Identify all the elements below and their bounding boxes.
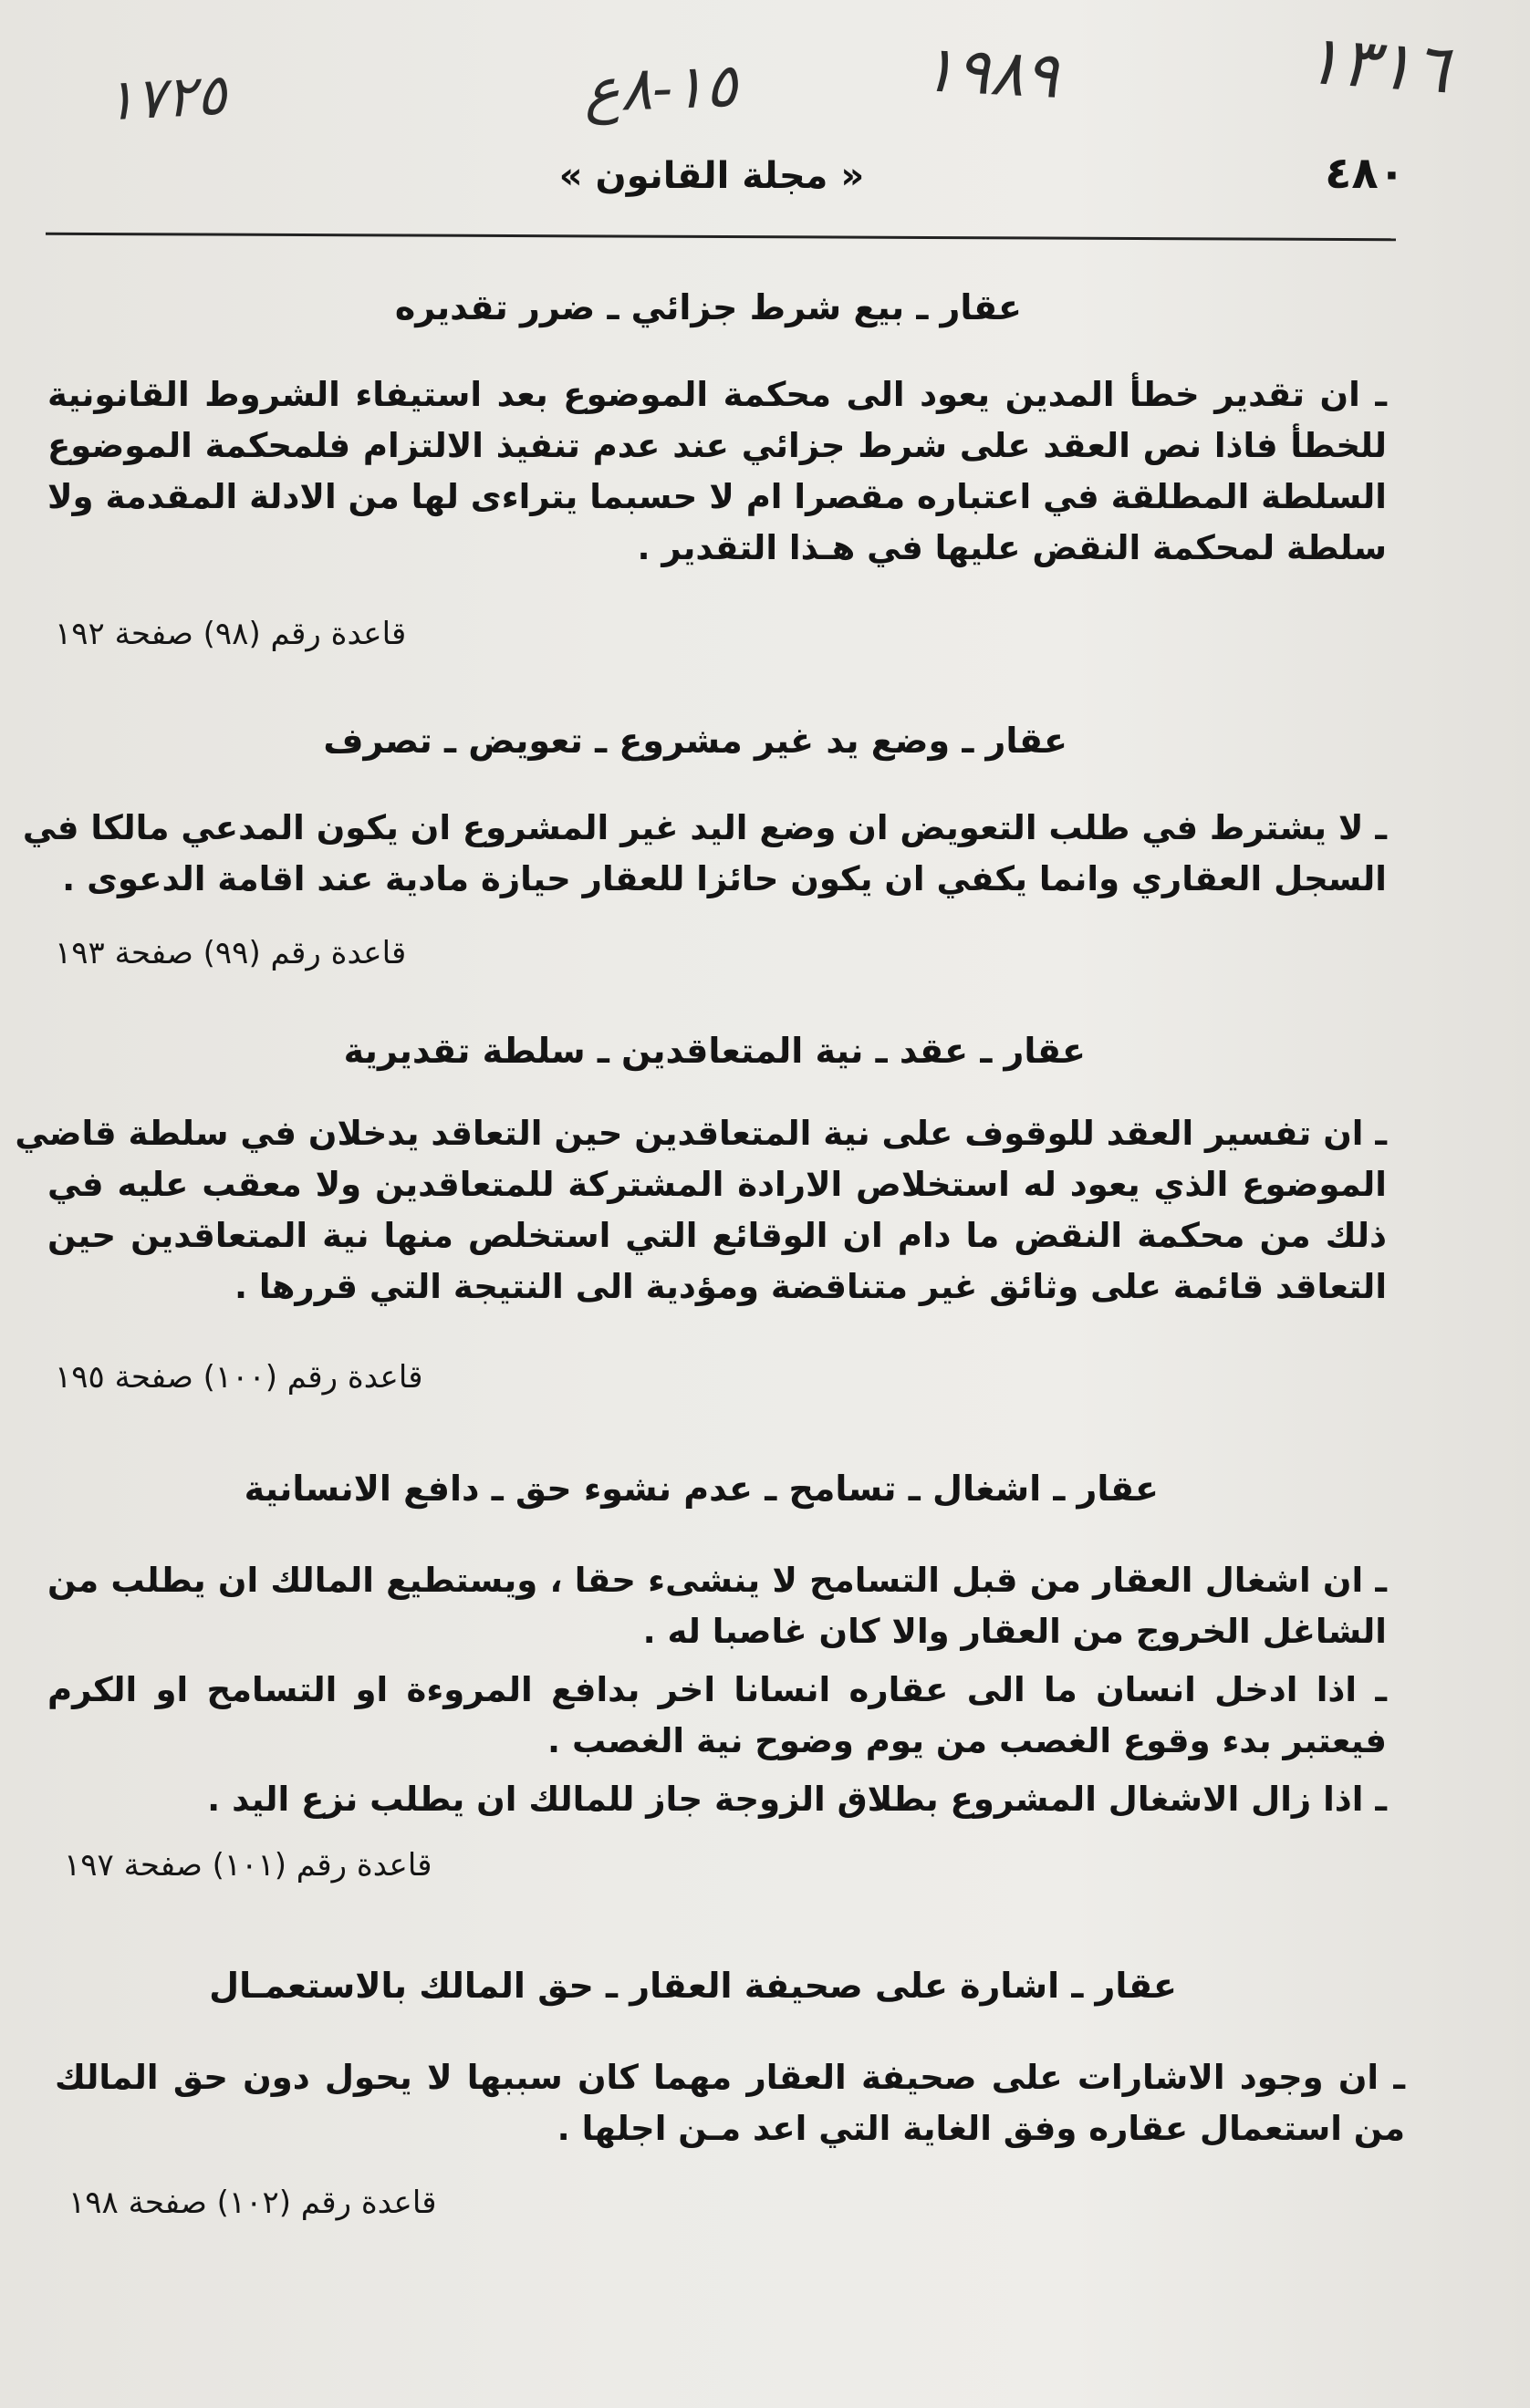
paragraph-line: الموضوع الذي يعود له استخلاص الارادة المشتركة للمتعاقدين ولا معقب عليه في xyxy=(47,1165,1387,1204)
paragraph-line: السلطة المطلقة في اعتباره مقصرا ام لا حسبما يتراءى لها من الادلة المقدمة ولا xyxy=(47,477,1387,516)
paragraph-line: سلطة لمحكمة النقض عليها في هـذا التقدير . xyxy=(637,528,1387,567)
rule-reference: قاعدة رقم (١٠٠) صفحة ١٩٥ xyxy=(55,1359,423,1396)
paragraph-line: ـ ان تفسير العقد للوقوف على نية المتعاقدين حين التعاقد يدخلان في سلطة قاضي xyxy=(15,1114,1387,1153)
paragraph-line: ـ لا يشترط في طلب التعويض ان وضع اليد غير المشروع ان يكون المدعي مالكا في xyxy=(22,808,1387,847)
paragraph-line: ـ اذا زال الاشغال المشروع بطلاق الزوجة جاز للمالك ان يطلب نزع اليد . xyxy=(207,1780,1387,1819)
entry-paragraph xyxy=(47,1665,1387,1767)
page-number: ٤٨٠ xyxy=(1325,148,1405,199)
paragraph-line: ـ ان تقدير خطأ المدين يعود الى محكمة الموضوع بعد استيفاء الشروط القانونية xyxy=(47,375,1387,414)
paragraph-line: ـ ان اشغال العقار من قبل التسامح لا ينشىء حقا ، ويستطيع المالك ان يطلب من xyxy=(47,1561,1387,1600)
handwritten-note-right: ١٣١٦ xyxy=(1302,20,1452,109)
entry-paragraph xyxy=(47,1555,1387,1657)
paragraph-line: ذلك من محكمة النقض ما دام ان الوقائع التي استخلص منها نية المتعاقدين حين xyxy=(47,1216,1387,1255)
handwritten-note-middle: ١٥-٨ع xyxy=(582,50,739,126)
entry-title: عقار ـ اشغال ـ تسامح ـ عدم نشوء حق ـ دافع الانسانية xyxy=(244,1469,1159,1509)
paragraph-line: السجل العقاري وانما يكفي ان يكون حائزا للعقار حيازة مادية عند اقامة الدعوى . xyxy=(62,859,1387,898)
paragraph-line: من استعمال عقاره وفق الغاية التي اعد مـن اجلها . xyxy=(557,2109,1405,2148)
entry-paragraph xyxy=(22,803,1387,905)
entry-paragraph xyxy=(55,2052,1405,2154)
rule-reference: قاعدة رقم (١٠١) صفحة ١٩٧ xyxy=(64,1847,432,1884)
paragraph-line: للخطأ فاذا نص العقد على شرط جزائي عند عدم تنفيذ الالتزام فلمحكمة الموضوع xyxy=(47,426,1387,465)
rule-reference: قاعدة رقم (١٠٢) صفحة ١٩٨ xyxy=(68,2185,437,2221)
journal-title: « مجلة القانون » xyxy=(558,155,865,197)
rule-reference: قاعدة رقم (٩٨) صفحة ١٩٢ xyxy=(55,616,407,652)
header-divider xyxy=(46,233,1396,241)
handwritten-note-left: ١٧٢٥ xyxy=(103,60,229,134)
entry-title: عقار ـ بيع شرط جزائي ـ ضرر تقديره xyxy=(394,287,1022,327)
entry-title: عقار ـ وضع يد غير مشروع ـ تعويض ـ تصرف xyxy=(323,721,1067,761)
entry-paragraph xyxy=(47,1774,1387,1825)
entry-title: عقار ـ عقد ـ نية المتعاقدين ـ سلطة تقديرية xyxy=(343,1031,1086,1071)
paragraph-line: التعاقد قائمة على وثائق غير متناقضة ومؤدية الى النتيجة التي قررها . xyxy=(234,1267,1387,1306)
rule-reference: قاعدة رقم (٩٩) صفحة ١٩٣ xyxy=(55,935,407,971)
paragraph-line: فيعتبر بدء وقوع الغصب من يوم وضوح نية الغصب . xyxy=(547,1721,1387,1760)
entry-paragraph xyxy=(47,369,1387,574)
entry-paragraph xyxy=(15,1108,1387,1313)
paragraph-line: ـ اذا ادخل انسان ما الى عقاره انسانا اخر بدافع المروءة او التسامح او الكرم xyxy=(47,1670,1387,1709)
paragraph-line: الشاغل الخروج من العقار والا كان غاصبا له . xyxy=(642,1612,1387,1651)
handwritten-year: ١٩٨٩ xyxy=(919,31,1061,113)
entry-title: عقار ـ اشارة على صحيفة العقار ـ حق المالك بالاستعمـال xyxy=(209,1966,1177,2006)
paragraph-line: ـ ان وجود الاشارات على صحيفة العقار مهما كان سببها لا يحول دون حق المالك xyxy=(55,2058,1405,2097)
